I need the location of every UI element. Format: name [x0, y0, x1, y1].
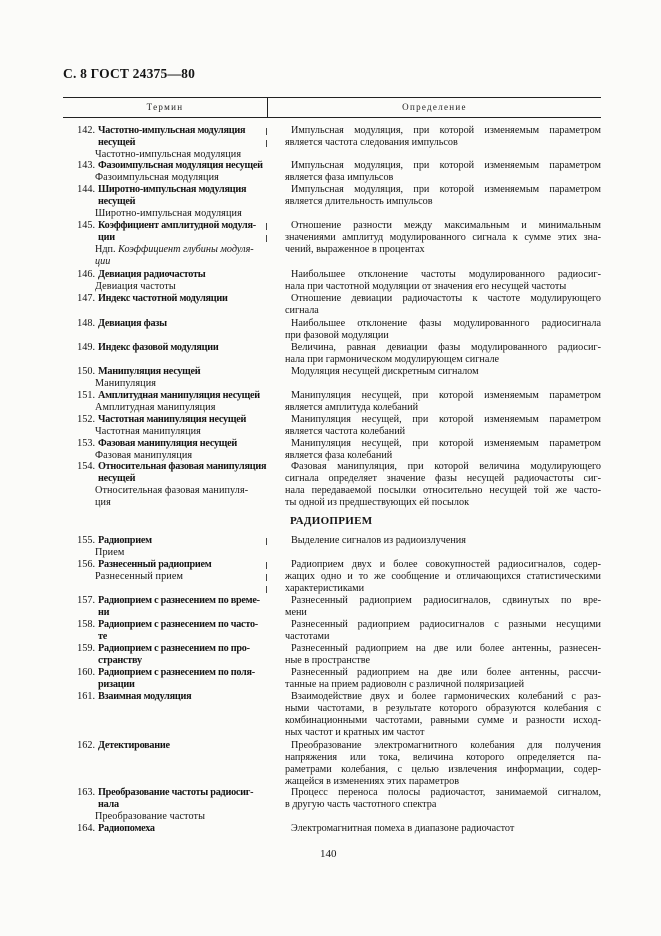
term-cell — [63, 823, 268, 835]
term-name-continued: ни — [98, 607, 110, 618]
entry-number: 155. — [77, 535, 95, 546]
definition-line: Разнесенный радиоприем радиосигналов с разными несущими — [291, 619, 601, 630]
definition-line: комбинационными частотами, равными сумме и разности исход- — [285, 715, 601, 726]
entry-number: 144. — [77, 184, 95, 195]
term-name: Частотная манипуляция несущей — [98, 414, 247, 425]
definition-line: напряжения или тока, величина которого определяется па- — [285, 752, 601, 763]
section-title: РАДИОПРИЕМ — [290, 515, 373, 527]
term-name: Фазоимпульсная модуляция несущей — [98, 160, 263, 171]
term-synonym: Преобразование частоты — [95, 811, 206, 822]
term-name: Радиоприем с разнесением по часто- — [98, 619, 258, 630]
definition-line: характеристиками — [285, 583, 365, 594]
change-bar — [266, 574, 267, 581]
term-name-continued: нала — [98, 799, 119, 810]
definition-cell — [285, 366, 601, 378]
definition-cell — [285, 619, 601, 643]
definition-line: Величина, равная девиации фазы модулированного радиосиг- — [291, 342, 601, 353]
definition-line: Импульсная модуляция, при которой изменяемым параметром — [291, 125, 601, 136]
term-cell — [63, 160, 268, 184]
definition-line: является частота следования импульсов — [285, 137, 458, 148]
term-name: Радиоприем с разнесением по време- — [98, 595, 260, 606]
definition-line: нала при гармоническом модулирующем сигнале — [285, 354, 500, 365]
term-name: Девиация фазы — [98, 318, 167, 329]
definition-cell — [285, 461, 601, 509]
definition-line: в другую часть частотного спектра — [285, 799, 437, 810]
entry-number: 156. — [77, 559, 95, 570]
term-name: Преобразование частоты радиосиг- — [98, 787, 254, 798]
definition-cell — [285, 414, 601, 438]
definition-line: сигнала определяет значение фазы несущей радиочастоты сиг- — [285, 473, 601, 484]
term-cell — [63, 414, 268, 438]
entry-number: 157. — [77, 595, 95, 606]
term-synonym: Девиация частоты — [95, 281, 176, 292]
definition-line: Модуляция несущей дискретным сигналом — [291, 366, 479, 377]
term-name-continued: несущей — [98, 137, 136, 148]
term-synonym: Фазоимпульсная модуляция — [95, 172, 219, 183]
entry-number: 153. — [77, 438, 95, 449]
term-name-continued: странству — [98, 655, 142, 666]
term-cell — [63, 342, 268, 354]
definition-cell — [285, 390, 601, 414]
definition-cell — [285, 740, 601, 788]
entry-number: 163. — [77, 787, 95, 798]
term-cell — [63, 691, 268, 703]
definition-line: при фазовой модуляции — [285, 330, 389, 341]
term-cell — [63, 787, 268, 823]
term-name: Коэффициент амплитудной модуля- — [98, 220, 256, 231]
term-name: Относительная фазовая манипуляция — [98, 461, 267, 472]
definition-line: Манипуляция несущей, при которой изменяемым параметром — [291, 390, 601, 401]
definition-line: сигнала — [285, 305, 319, 316]
definition-cell — [285, 293, 601, 317]
term-cell — [63, 269, 268, 293]
term-cell — [63, 438, 268, 462]
table-header-rule — [63, 117, 601, 118]
definition-line: является фаза импульсов — [285, 172, 394, 183]
term-cell — [63, 559, 268, 583]
definition-cell — [285, 318, 601, 342]
definition-line: ные в пространстве — [285, 655, 371, 666]
definition-line: танные на прием радиоволн с различной поляризацией — [285, 679, 525, 690]
definition-line: Преобразование электромагнитного колебания для получения — [291, 740, 601, 751]
entry-number: 142. — [77, 125, 95, 136]
term-cell — [63, 220, 268, 268]
page-number: 140 — [320, 848, 337, 860]
term-name-continued: несущей — [98, 196, 136, 207]
term-name: Разнесенный радиоприем — [98, 559, 212, 570]
change-bar — [266, 128, 267, 135]
term-name: Радиоприем с разнесением по поля- — [98, 667, 255, 678]
term-cell — [63, 390, 268, 414]
term-synonym: Частотно-импульсная модуляция — [95, 149, 242, 160]
term-synonym: Относительная фазовая манипуля- — [95, 485, 249, 496]
definition-line: является амплитуда колебаний — [285, 402, 419, 413]
term-name: Манипуляция несущей — [98, 366, 201, 377]
term-synonym: Амплитудная манипуляция — [95, 402, 216, 413]
term-synonym: Широтно-импульсная модуляция — [95, 208, 242, 219]
term-name: Радиоприем — [98, 535, 152, 546]
term-cell — [63, 461, 268, 509]
term-cell — [63, 643, 268, 667]
term-synonym: Разнесенный прием — [95, 571, 184, 582]
deprecated-label: Ндп. — [95, 244, 116, 255]
definition-line: Импульсная модуляция, при которой изменяемым параметром — [291, 160, 601, 171]
deprecated-term-text: ции — [95, 256, 111, 267]
definition-cell — [285, 595, 601, 619]
definition-line: нала передаваемой посылки относительно несущей той же часто- — [285, 485, 601, 496]
definition-line: является частота колебаний — [285, 426, 406, 437]
definition-cell — [285, 559, 601, 595]
column-header-term: Термин — [146, 102, 184, 112]
term-name: Индекс частотной модуляции — [98, 293, 228, 304]
definition-cell — [285, 691, 601, 739]
term-name: Радиоприем с разнесением по про- — [98, 643, 250, 654]
change-bar — [266, 140, 267, 147]
definition-line: значениями амплитуд модулированного сигнала к сумме этих зна- — [285, 232, 601, 243]
definition-line: Манипуляция несущей, при которой изменяемым параметром — [291, 414, 601, 425]
entry-number: 164. — [77, 823, 95, 834]
definition-cell — [285, 535, 601, 547]
term-synonym: ция — [95, 497, 111, 508]
deprecated-term — [63, 256, 268, 268]
definition-cell — [285, 667, 601, 691]
term-cell — [63, 667, 268, 691]
definition-line: Электромагнитная помеха в диапазоне радиочастот — [291, 823, 515, 834]
definition-cell — [285, 184, 601, 208]
definition-line: чений, выраженное в процентах — [285, 244, 425, 255]
term-name: Детектирование — [98, 740, 170, 751]
entry-number: 151. — [77, 390, 95, 401]
term-name-continued: те — [98, 631, 108, 642]
entry-number: 146. — [77, 269, 95, 280]
definition-line: Разнесенный радиоприем радиосигналов, сдвинутых по вре- — [291, 595, 601, 606]
term-cell — [63, 318, 268, 330]
change-bar — [266, 586, 267, 593]
term-name-continued: несущей — [98, 473, 136, 484]
term-synonym: Прием — [95, 547, 125, 558]
definition-cell — [285, 342, 601, 366]
entry-number: 154. — [77, 461, 95, 472]
entry-number: 149. — [77, 342, 95, 353]
term-name: Взаимная модуляция — [98, 691, 192, 702]
definition-cell — [285, 643, 601, 667]
definition-line: Наибольшее отклонение частоты модулированного радиосиг- — [291, 269, 601, 280]
entry-number: 150. — [77, 366, 95, 377]
definition-line: Процесс переноса полосы радиочастот, занимаемой сигналом, — [291, 787, 601, 798]
definition-line: жащейся в изменениях этих параметров — [285, 776, 460, 787]
term-cell — [63, 293, 268, 305]
definition-line: Взаимодействие двух и более гармонических колебаний с раз- — [291, 691, 601, 702]
definition-line: ты одной из предшествующих ей посылок — [285, 497, 470, 508]
definition-line: является фаза колебаний — [285, 450, 393, 461]
entry-number: 159. — [77, 643, 95, 654]
entry-number: 148. — [77, 318, 95, 329]
change-bar — [266, 538, 267, 545]
definition-line: Отношение разности между максимальным и минимальным — [291, 220, 601, 231]
entry-number: 147. — [77, 293, 95, 304]
term-name: Радиопомеха — [98, 823, 155, 834]
term-name: Индекс фазовой модуляции — [98, 342, 219, 353]
definition-line: нала при частотной модуляции от значения его несущей частоты — [285, 281, 567, 292]
definition-line: раметрами колебания, с целью извлечения информации, содер- — [285, 764, 601, 775]
term-synonym: Частотная манипуляция — [95, 426, 201, 437]
definition-cell — [285, 160, 601, 184]
definition-line: является длительность импульсов — [285, 196, 433, 207]
definition-line: Отношение девиации радиочастоты к частоте модулирующего — [291, 293, 601, 304]
term-synonym: Манипуляция — [95, 378, 157, 389]
definition-line: Радиоприем двух и более совокупностей радиосигналов, содер- — [291, 559, 601, 570]
term-name: Частотно-импульсная модуляция — [98, 125, 246, 136]
definition-line: частотами — [285, 631, 330, 642]
definition-line: Импульсная модуляция, при которой изменяемым параметром — [291, 184, 601, 195]
term-name: Амплитудная манипуляция несущей — [98, 390, 260, 401]
definition-line: ных частот и кратных им частот — [285, 727, 425, 738]
table-top-rule — [63, 97, 601, 98]
term-cell — [63, 535, 268, 559]
term-name-continued: ризации — [98, 679, 135, 690]
entry-number: 161. — [77, 691, 95, 702]
term-synonym: Фазовая манипуляция — [95, 450, 193, 461]
page-header: С. 8 ГОСТ 24375—80 — [63, 66, 196, 81]
deprecated-term — [63, 244, 268, 256]
definition-line: Выделение сигналов из радиоизлучения — [291, 535, 466, 546]
term-cell — [63, 125, 268, 161]
definition-cell — [285, 823, 601, 835]
term-cell — [63, 184, 268, 220]
change-bar — [266, 562, 267, 569]
term-name-continued: ции — [98, 232, 115, 243]
definition-cell — [285, 787, 601, 811]
term-name: Фазовая манипуляция несущей — [98, 438, 238, 449]
term-name: Широтно-импульсная модуляция — [98, 184, 247, 195]
entry-number: 143. — [77, 160, 95, 171]
term-name: Девиация радиочастоты — [98, 269, 206, 280]
definition-line: ными частотами, в результате которого образуются колебания с — [285, 703, 601, 714]
entry-number: 160. — [77, 667, 95, 678]
deprecated-term-text: Коэффициент глубины модуля- — [118, 244, 254, 255]
definition-cell — [285, 125, 601, 149]
entry-number: 152. — [77, 414, 95, 425]
definition-line: Разнесенный радиоприем на две или более антенны, разнесен- — [291, 643, 601, 654]
term-cell — [63, 740, 268, 752]
definition-line: мени — [285, 607, 307, 618]
change-bar — [266, 235, 267, 242]
definition-cell — [285, 269, 601, 293]
term-cell — [63, 366, 268, 390]
entry-number: 145. — [77, 220, 95, 231]
definition-line: Разнесенный радиоприем на две или более антенны, рассчи- — [291, 667, 601, 678]
definition-line: жащих одно и то же сообщение и отличающихся статистическими — [285, 571, 601, 582]
definition-line: Манипуляция несущей, при которой изменяемым параметром — [291, 438, 601, 449]
definition-cell — [285, 438, 601, 462]
definition-line: Фазовая манипуляция, при которой величина модулирующего — [291, 461, 601, 472]
term-cell — [63, 595, 268, 619]
definition-cell — [285, 220, 601, 256]
entry-number: 158. — [77, 619, 95, 630]
entry-number: 162. — [77, 740, 95, 751]
change-bar — [266, 223, 267, 230]
definition-line: Наибольшее отклонение фазы модулированного радиосигнала — [291, 318, 601, 329]
term-cell — [63, 619, 268, 643]
column-header-definition: Определение — [402, 102, 467, 112]
